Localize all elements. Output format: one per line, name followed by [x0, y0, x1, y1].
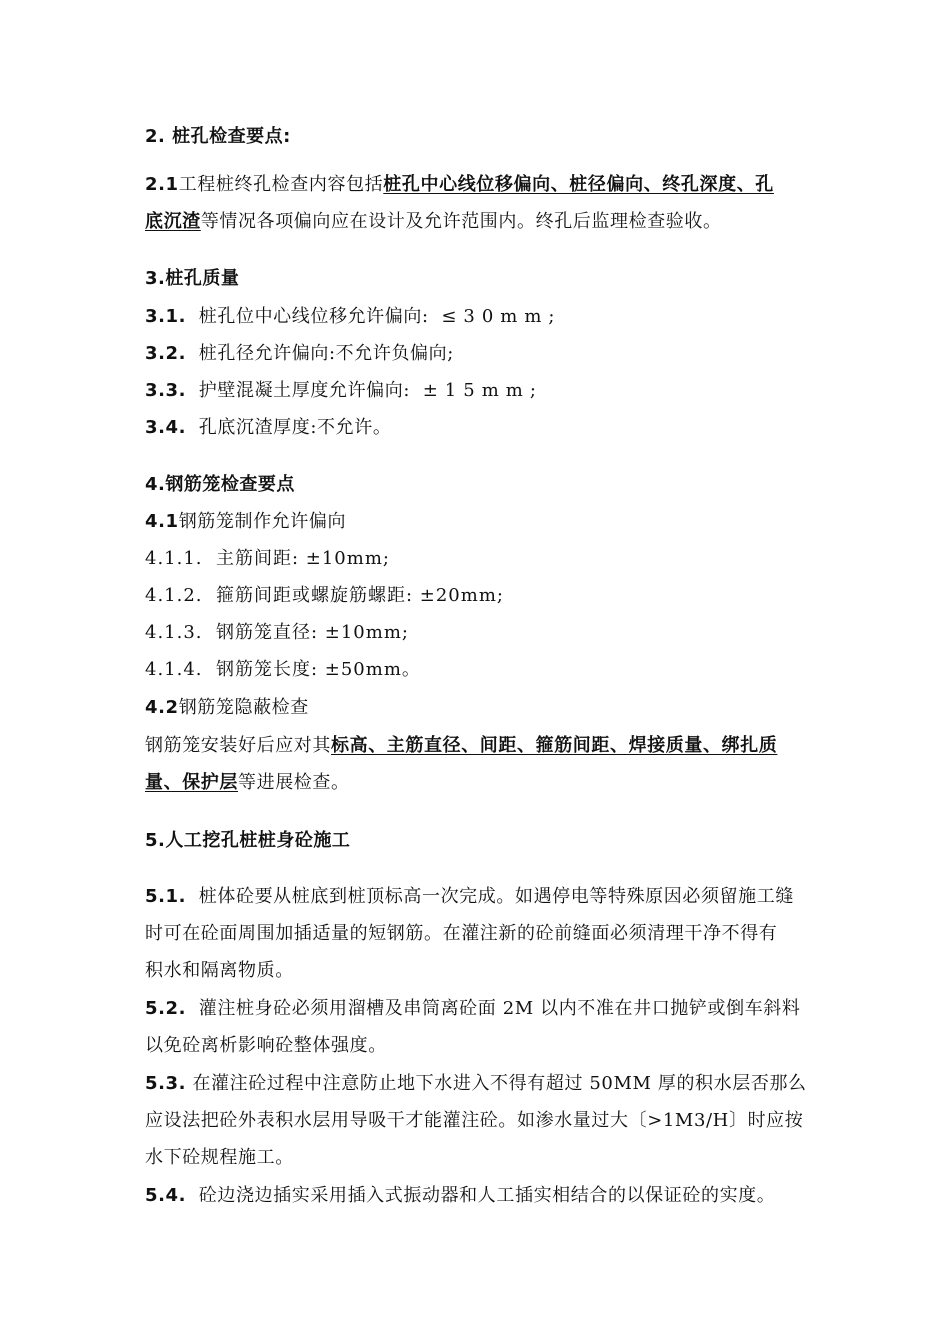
section-4-2-title	[145, 696, 309, 720]
item-number: 4.1.2.	[145, 585, 203, 606]
item-value: ≤30mm;	[441, 306, 562, 327]
item-number: 3.2.	[145, 343, 187, 364]
section-5-2-line-2: 以免砼离析影响砼整体强度。	[145, 1035, 387, 1056]
section-4-1-4	[145, 658, 421, 682]
item-number: 5.1.	[145, 886, 187, 907]
item-text: 钢筋笼直径: ±10mm;	[215, 622, 409, 643]
section-3-4	[145, 416, 391, 440]
para-post: 等进展检查。	[238, 772, 350, 793]
sub-text: 钢筋笼隐蔽检查	[178, 697, 309, 718]
section-4-2-line-2	[145, 771, 350, 795]
section-2-1-line-1	[145, 173, 774, 197]
section-5-3-line-2: 应设法把砼外表积水层用导吸干才能灌注砼。如渗水量过大〔>1M3/H〕时应按	[145, 1110, 804, 1131]
item-number: 4.1.1.	[145, 548, 203, 569]
item-text: 护壁混凝土厚度允许偏向:	[198, 380, 411, 401]
item-number: 4.1.3.	[145, 622, 203, 643]
item-text: 钢筋笼长度: ±50mm。	[215, 659, 421, 680]
section-2-heading: 2. 桩孔检查要点:	[145, 126, 291, 147]
item-text: 桩孔径允许偏向:不允许负偏向;	[198, 343, 454, 364]
para-underlined-2: 量、保护层	[145, 772, 238, 793]
section-2-1-number: 2.1	[145, 174, 179, 195]
para-text: 灌注桩身砼必须用溜槽及串筒离砼面 2M 以内不准在井口抛铲或倒车斜料	[198, 998, 801, 1019]
section-3-1	[145, 305, 562, 329]
section-5-1-line-2: 时可在砼面周围加插适量的短钢筋。在灌注新的砼前缝面必须清理干净不得有	[145, 923, 778, 944]
section-5-1-line-1	[145, 885, 794, 909]
section-5-4-line-1	[145, 1184, 775, 1208]
item-text: 箍筋间距或螺旋筋螺距: ±20mm;	[215, 585, 504, 606]
section-3-3	[145, 379, 543, 403]
item-value: ±15mm;	[422, 380, 543, 401]
para-text: 在灌注砼过程中注意防止地下水进入不得有超过 50MM 厚的积水层否那么	[192, 1073, 807, 1094]
item-text: 孔底沉渣厚度:不允许。	[198, 417, 392, 438]
item-text: 桩孔位中心线位移允许偏向:	[198, 306, 429, 327]
item-number: 3.4.	[145, 417, 187, 438]
item-number: 5.4.	[145, 1185, 187, 1206]
item-number: 5.2.	[145, 998, 187, 1019]
section-2-1-pre: 工程桩终孔检查内容包括	[178, 174, 384, 195]
section-2-1-underlined-2: 底沉渣	[145, 211, 201, 232]
section-4-heading: 4.钢筋笼检查要点	[145, 474, 295, 495]
sub-number: 4.2	[145, 697, 179, 718]
para-text: 桩体砼要从桩底到桩顶标高一次完成。如遇停电等特殊原因必须留施工缝	[198, 886, 794, 907]
section-5-3-line-3: 水下砼规程施工。	[145, 1147, 294, 1168]
para-pre: 钢筋笼安装好后应对其	[145, 735, 331, 756]
para-text: 砼边浇边插实采用插入式振动器和人工插实相结合的以保证砼的实度。	[198, 1185, 776, 1206]
section-2-1-underlined-1: 桩孔中心线位移偏向、桩径偏向、终孔深度、孔	[383, 174, 774, 195]
section-4-1-3	[145, 621, 409, 645]
section-3-2	[145, 342, 454, 366]
item-number: 4.1.4.	[145, 659, 203, 680]
section-5-1-line-3: 积水和隔离物质。	[145, 960, 294, 981]
section-4-2-line-1	[145, 734, 777, 758]
section-2-1-line-2	[145, 210, 722, 234]
section-5-3-line-1	[145, 1072, 807, 1096]
section-5-heading: 5.人工挖孔桩桩身砼施工	[145, 830, 351, 851]
section-5-2-line-1	[145, 997, 801, 1021]
sub-text: 钢筋笼制作允许偏向	[178, 511, 347, 532]
section-4-1-2	[145, 584, 504, 608]
item-text: 主筋间距: ±10mm;	[215, 548, 390, 569]
item-number: 3.3.	[145, 380, 187, 401]
item-number: 5.3.	[145, 1073, 187, 1094]
para-underlined-1: 标高、主筋直径、间距、箍筋间距、焊接质量、绑扎质	[331, 735, 778, 756]
sub-number: 4.1	[145, 511, 179, 532]
section-3-heading: 3.桩孔质量	[145, 268, 240, 289]
section-4-1-1	[145, 547, 390, 571]
section-4-1-title	[145, 510, 346, 534]
item-number: 3.1.	[145, 306, 187, 327]
section-2-1-post: 等情况各项偏向应在设计及允许范围内。终孔后监理检查验收。	[200, 211, 722, 232]
